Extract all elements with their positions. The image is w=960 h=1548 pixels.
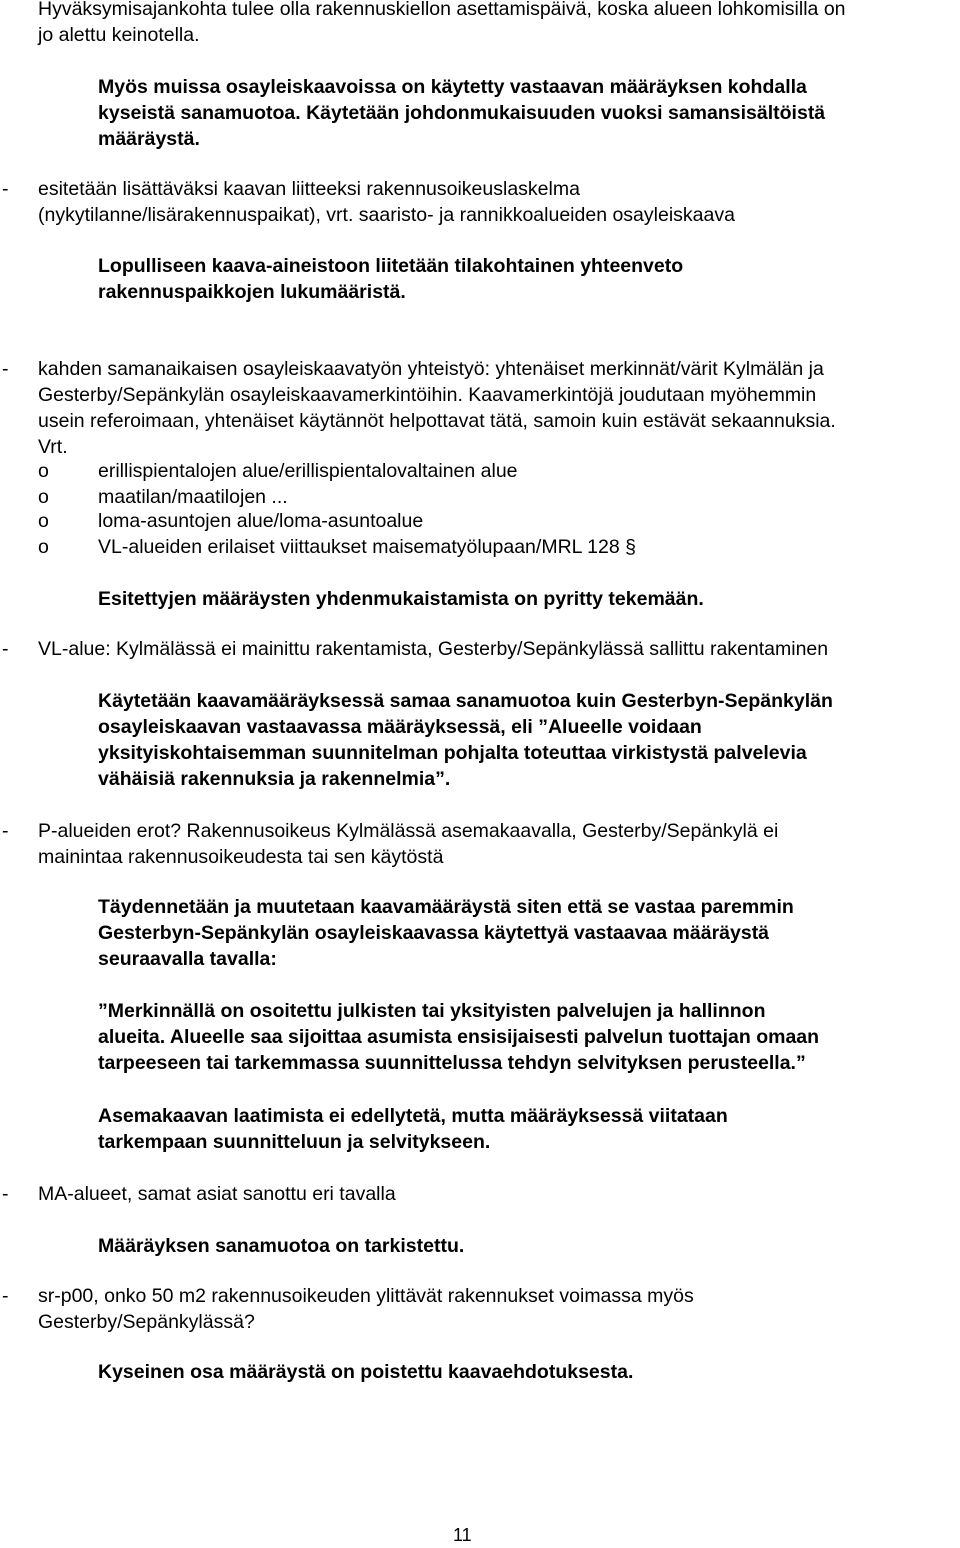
list-dash: - — [2, 1285, 9, 1307]
sub-bullet: o — [38, 510, 49, 532]
response-line: Asemakaavan laatimista ei edellytetä, mutta määräyksessä viitataan — [98, 1105, 728, 1127]
sub-bullet: o — [38, 536, 49, 558]
response-line: yksityiskohtaisemman suunnitelman pohjalta toteuttaa virkistystä palvelevia — [98, 742, 807, 764]
sub-bullet: o — [38, 486, 49, 508]
list-dash: - — [2, 358, 9, 380]
item-line: MA-alueet, samat asiat sanottu eri tavalla — [38, 1183, 396, 1205]
item-line: sr-p00, onko 50 m2 rakennusoikeuden ylittävät rakennukset voimassa myös — [38, 1285, 694, 1307]
sub-item: maatilan/maatilojen ... — [98, 486, 288, 508]
response-line: kyseistä sanamuotoa. Käytetään johdonmukaisuuden vuoksi samansisältöistä — [98, 102, 826, 124]
response-line: Gesterbyn-Sepänkylän osayleiskaavassa käytettyä vastaavaa määräystä — [98, 922, 770, 944]
item-line: usein referoimaan, yhtenäiset käytännöt helpottavat tätä, samoin kuin estävät sekaannuksia. — [38, 410, 836, 432]
response-line: vähäisiä rakennuksia ja rakennelmia”. — [98, 768, 451, 790]
list-dash: - — [2, 820, 9, 842]
response-line: tarkempaan suunnitteluun ja selvitykseen. — [98, 1131, 491, 1153]
item-line: esitetään lisättäväksi kaavan liitteeksi rakennusoikeuslaskelma — [38, 178, 580, 200]
response-line: rakennuspaikkojen lukumääristä. — [98, 281, 406, 303]
item-line: VL-alue: Kylmälässä ei mainittu rakentamista, Gesterby/Sepänkylässä sallittu rakentaminen — [38, 638, 829, 660]
list-dash: - — [2, 638, 9, 660]
response-line: Myös muissa osayleiskaavoissa on käytetty vastaavan määräyksen kohdalla — [98, 76, 807, 98]
item-line: mainintaa rakennusoikeudesta tai sen käytöstä — [38, 846, 444, 868]
response-line: Täydennetään ja muutetaan kaavamääräystä siten että se vastaa paremmin — [98, 896, 794, 918]
item-line: Gesterby/Sepänkylässä? — [38, 1311, 255, 1333]
response-line: Kyseinen osa määräystä on poistettu kaavaehdotuksesta. — [98, 1361, 634, 1383]
intro-line: Hyväksymisajankohta tulee olla rakennuskiellon asettamispäivä, koska alueen lohkomisilla on — [38, 0, 846, 20]
response-line: Lopulliseen kaava-aineistoon liitetään tilakohtainen yhteenveto — [98, 255, 684, 277]
quoted-regulation-line: ”Merkinnällä on osoitettu julkisten tai yksityisten palvelujen ja hallinnon — [98, 1000, 766, 1022]
response-line: Määräyksen sanamuotoa on tarkistettu. — [98, 1235, 465, 1257]
response-line: määräystä. — [98, 128, 200, 150]
item-line: Vrt. — [38, 436, 68, 458]
quoted-regulation-line: alueita. Alueelle saa sijoittaa asumista ensisijaisesti palvelun tuottajan omaan — [98, 1026, 820, 1048]
sub-bullet: o — [38, 460, 49, 482]
response-line: seuraavalla tavalla: — [98, 948, 277, 970]
sub-item: loma-asuntojen alue/loma-asuntoalue — [98, 510, 424, 532]
sub-item: VL-alueiden erilaiset viittaukset maisematyölupaan/MRL 128 § — [98, 536, 636, 558]
item-line: kahden samanaikaisen osayleiskaavatyön yhteistyö: yhtenäiset merkinnät/värit Kylmälän ja — [38, 358, 824, 380]
item-line: (nykytilanne/lisärakennuspaikat), vrt. saaristo- ja rannikkoalueiden osayleiskaava — [38, 204, 735, 226]
response-line: osayleiskaavan vastaavassa määräyksessä, eli ”Alueelle voidaan — [98, 716, 702, 738]
item-line: Gesterby/Sepänkylän osayleiskaavamerkintöihin. Kaavamerkintöjä joudutaan myöhemmin — [38, 384, 817, 406]
list-dash: - — [2, 178, 9, 200]
response-line: Käytetään kaavamääräyksessä samaa sanamuotoa kuin Gesterbyn-Sepänkylän — [98, 690, 833, 712]
response-line: Esitettyjen määräysten yhdenmukaistamista on pyritty tekemään. — [98, 588, 704, 610]
intro-line: jo alettu keinotella. — [38, 24, 200, 46]
list-dash: - — [2, 1183, 9, 1205]
sub-item: erillispientalojen alue/erillispientalovaltainen alue — [98, 460, 518, 482]
item-line: P-alueiden erot? Rakennusoikeus Kylmälässä asemakaavalla, Gesterby/Sepänkylä ei — [38, 820, 779, 842]
quoted-regulation-line: tarpeeseen tai tarkemmassa suunnittelussa tehdyn selvityksen perusteella.” — [98, 1052, 806, 1074]
page-number: 11 — [453, 1525, 472, 1545]
